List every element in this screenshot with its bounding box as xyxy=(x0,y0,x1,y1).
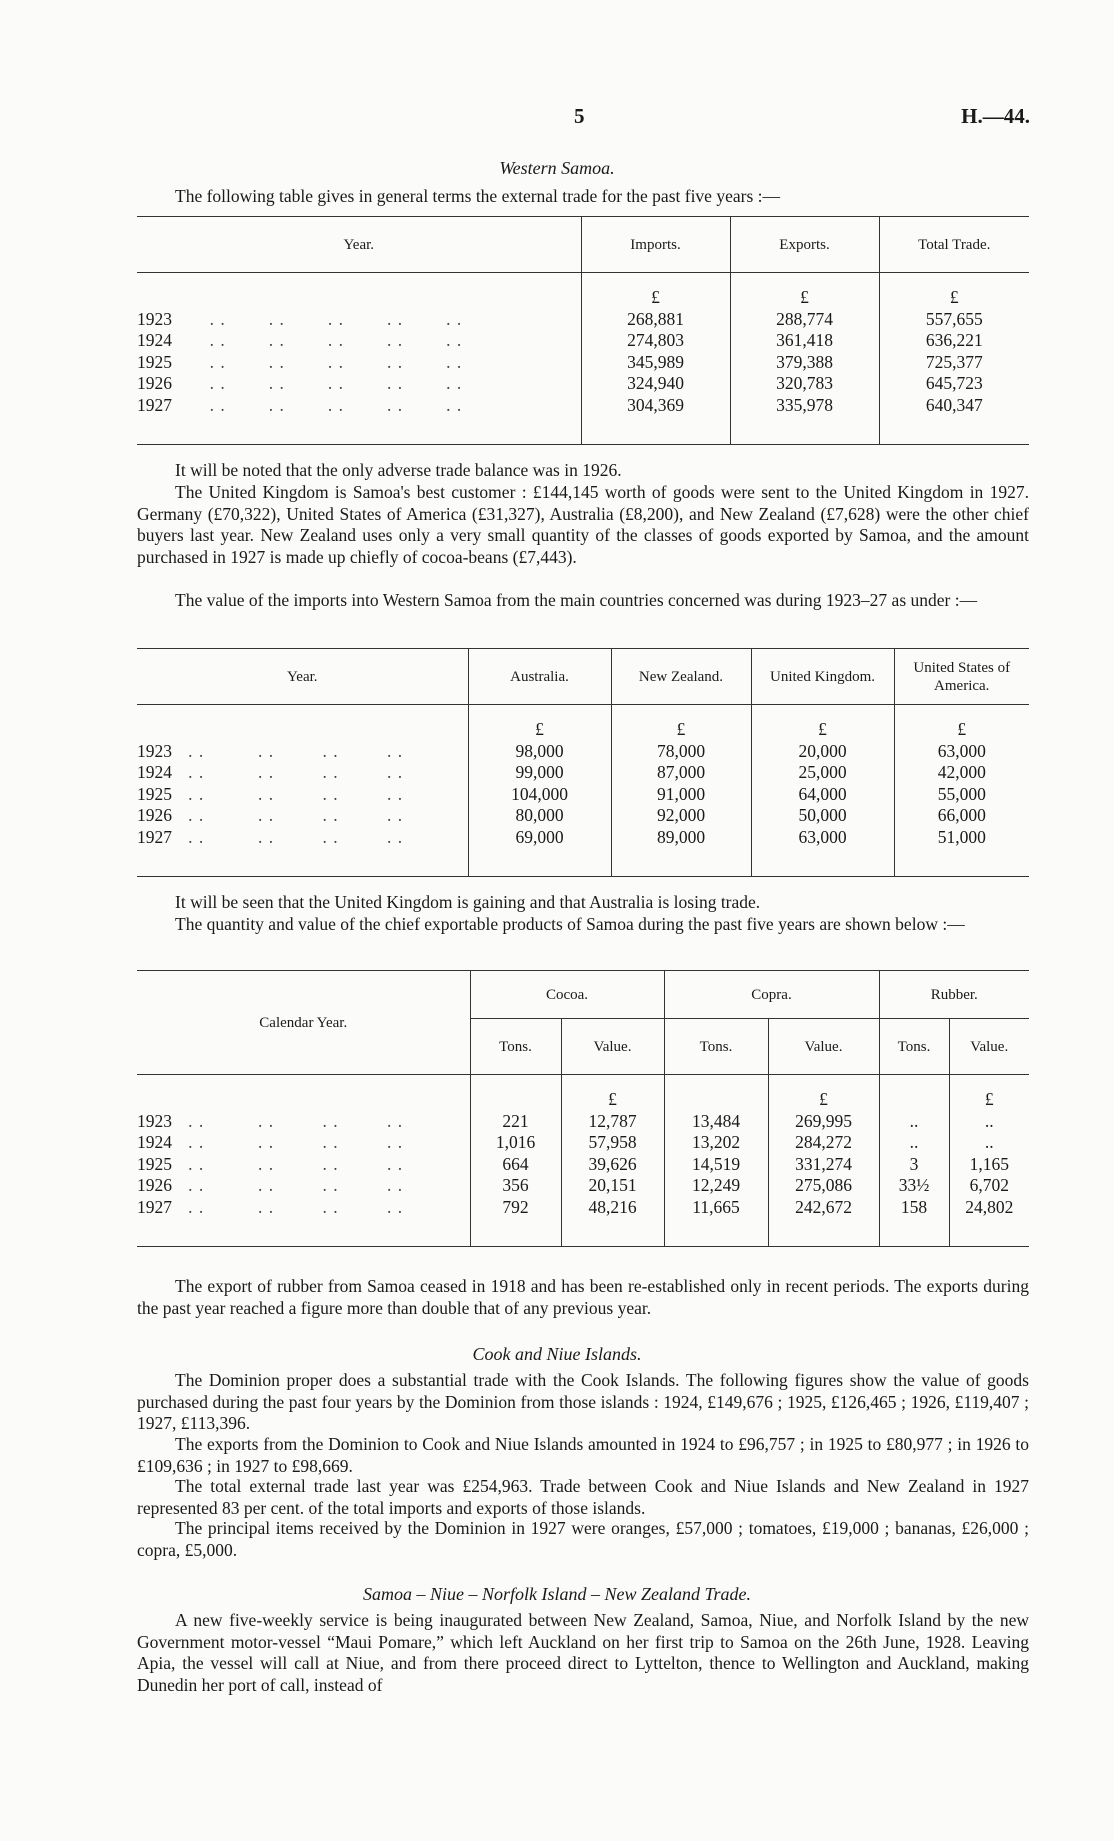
table-row xyxy=(137,762,1029,784)
section-heading-cook-niue: Cook and Niue Islands. xyxy=(472,1344,642,1364)
australia-cell: 104,000 xyxy=(468,784,611,806)
year-cell: 1924 xyxy=(137,330,172,350)
cocoa-tons-cell: 792 xyxy=(470,1197,561,1219)
exports-cell: 379,388 xyxy=(730,352,879,374)
copra-value-cell: 269,995 xyxy=(768,1111,879,1133)
leader-dots: . . . . . . . . . . xyxy=(172,373,463,393)
col-header-calendar-year: Calendar Year. xyxy=(137,971,470,1075)
paragraph-cook-principal-items: The principal items received by the Dominion in 1927 were oranges, £57,000 ; tomatoes, £19,000 ; bananas, £26,000 ; copra, £5,000. xyxy=(137,1518,1029,1560)
rubber-tons-cell: 3 xyxy=(879,1154,949,1176)
table-row xyxy=(137,741,1029,763)
table-row xyxy=(137,1111,1029,1133)
united-kingdom-cell: 25,000 xyxy=(751,762,894,784)
col-header-year: Year. xyxy=(343,236,375,253)
unit-label: £ xyxy=(730,273,879,309)
unit-label: £ xyxy=(894,705,1029,741)
new-zealand-cell: 92,000 xyxy=(611,805,751,827)
united-states-cell: 51,000 xyxy=(894,827,1029,849)
united-states-cell: 63,000 xyxy=(894,741,1029,763)
rubber-tons-cell: .. xyxy=(879,1111,949,1133)
year-cell: 1923 xyxy=(137,1110,172,1131)
imports-cell: 274,803 xyxy=(581,330,730,352)
paragraph-best-customer: The United Kingdom is Samoa's best customer : £144,145 worth of goods were sent to the United Kingdom in 1927. Germany (£70,322), United States of America (£31,327), Australia (£8,200), and New Zealand (£7,628) were the other chief buyers last year. New Zealand uses only a very small quantity of the classes of goods exported by Samoa, and the amount purchased in 1927 is made up chiefly of cocoa-beans (£7,443). xyxy=(137,482,1029,567)
rubber-tons-cell: 158 xyxy=(879,1197,949,1219)
leader-dots: . . . . . . . . . . xyxy=(172,330,463,350)
year-cell: 1925 xyxy=(137,1153,172,1174)
unit-label: £ xyxy=(879,273,1029,309)
cocoa-tons-cell: 1,016 xyxy=(470,1132,561,1154)
rubber-value-cell: 1,165 xyxy=(949,1154,1029,1176)
year-cell: 1923 xyxy=(137,740,172,761)
group-header-copra: Copra. xyxy=(664,971,879,1019)
paragraph-five-weekly-service: A new five-weekly service is being inaugurated between New Zealand, Samoa, Niue, and Norfolk Island by the new Government motor-vessel “Maui Pomare,” which left Auckland on her first trip to Samoa on the 26th June, 1928. Leaving Apia, the vessel will call at Niue, and from there proceed direct to Lyttelton, thence to Wellington and Auckland, making Dunedin her port of call, instead of xyxy=(137,1610,1029,1695)
exports-cell: 320,783 xyxy=(730,373,879,395)
australia-cell: 69,000 xyxy=(468,827,611,849)
leader-dots: . . . . . . . . xyxy=(172,805,404,825)
leader-dots: . . . . . . . . xyxy=(172,1175,404,1195)
exports-cell: 288,774 xyxy=(730,309,879,331)
rubber-value-cell: 6,702 xyxy=(949,1175,1029,1197)
group-header-cocoa: Cocoa. xyxy=(470,971,664,1019)
unit-label: £ xyxy=(751,705,894,741)
unit-label: £ xyxy=(768,1075,879,1111)
year-cell: 1927 xyxy=(137,1196,172,1217)
col-header-united-kingdom: United Kingdom. xyxy=(751,649,894,705)
table-row xyxy=(137,373,1029,395)
table-row xyxy=(137,1175,1029,1197)
cocoa-value-cell: 39,626 xyxy=(561,1154,664,1176)
copra-tons-cell: 14,519 xyxy=(664,1154,768,1176)
table-row xyxy=(137,784,1029,806)
united-states-cell: 66,000 xyxy=(894,805,1029,827)
cocoa-value-cell: 20,151 xyxy=(561,1175,664,1197)
table-row xyxy=(137,827,1029,849)
table-row xyxy=(137,805,1029,827)
united-kingdom-cell: 63,000 xyxy=(751,827,894,849)
table-row xyxy=(137,395,1029,417)
year-cell: 1927 xyxy=(137,394,172,415)
copra-tons-cell: 13,484 xyxy=(664,1111,768,1133)
table-row xyxy=(137,309,1029,331)
unit-label: £ xyxy=(561,1075,664,1111)
exportable-products-table xyxy=(137,970,1029,1247)
copra-value-cell: 275,086 xyxy=(768,1175,879,1197)
paragraph-cook-exports: The exports from the Dominion to Cook and Niue Islands amounted in 1924 to £96,757 ; in 1925 to £80,977 ; in 1926 to £109,636 ; in 1927 to £98,669. xyxy=(137,1434,1029,1476)
year-cell: 1925 xyxy=(137,351,172,372)
rubber-value-cell: .. xyxy=(949,1111,1029,1133)
table-row xyxy=(137,330,1029,352)
paragraph-adverse-balance: It will be noted that the only adverse trade balance was in 1926. xyxy=(175,460,622,480)
col-header-imports: Imports. xyxy=(581,217,730,273)
leader-dots: . . . . . . . . xyxy=(172,826,404,847)
united-states-cell: 55,000 xyxy=(894,784,1029,806)
table-row xyxy=(137,1154,1029,1176)
subheader-rubber-tons: Tons. xyxy=(879,1019,949,1075)
year-cell: 1926 xyxy=(137,805,172,825)
australia-cell: 99,000 xyxy=(468,762,611,784)
subheader-cocoa-tons: Tons. xyxy=(470,1019,561,1075)
imports-cell: 304,369 xyxy=(581,395,730,417)
total-cell: 640,347 xyxy=(879,395,1029,417)
year-cell: 1926 xyxy=(137,1175,172,1195)
new-zealand-cell: 87,000 xyxy=(611,762,751,784)
leader-dots: . . . . . . . . xyxy=(172,783,404,804)
paragraph-products-intro: The quantity and value of the chief exportable products of Samoa during the past five years are shown below :— xyxy=(175,914,965,934)
new-zealand-cell: 78,000 xyxy=(611,741,751,763)
page-number: 5 xyxy=(574,104,585,128)
document-reference: H.—44. xyxy=(961,104,1030,128)
rubber-tons-cell: .. xyxy=(879,1132,949,1154)
section-heading-samoa-niue-norfolk: Samoa – Niue – Norfolk Island – New Zealand Trade. xyxy=(362,1584,751,1604)
cocoa-value-cell: 57,958 xyxy=(561,1132,664,1154)
total-cell: 645,723 xyxy=(879,373,1029,395)
year-cell: 1926 xyxy=(137,373,172,393)
group-header-rubber: Rubber. xyxy=(879,971,1029,1019)
cocoa-value-cell: 12,787 xyxy=(561,1111,664,1133)
rubber-value-cell: 24,802 xyxy=(949,1197,1029,1219)
united-kingdom-cell: 20,000 xyxy=(751,741,894,763)
paragraph-uk-gaining: It will be seen that the United Kingdom is gaining and that Australia is losing trade. xyxy=(175,892,761,912)
rubber-value-cell: .. xyxy=(949,1132,1029,1154)
united-states-cell: 42,000 xyxy=(894,762,1029,784)
unit-label: £ xyxy=(949,1075,1029,1111)
col-header-exports: Exports. xyxy=(730,217,879,273)
subheader-rubber-value: Value. xyxy=(949,1019,1029,1075)
leader-dots: . . . . . . . . . . xyxy=(172,394,463,415)
total-cell: 725,377 xyxy=(879,352,1029,374)
australia-cell: 80,000 xyxy=(468,805,611,827)
unit-label: £ xyxy=(468,705,611,741)
table-row xyxy=(137,352,1029,374)
leader-dots: . . . . . . . . xyxy=(172,1196,404,1217)
leader-dots: . . . . . . . . . . xyxy=(172,308,463,329)
total-cell: 557,655 xyxy=(879,309,1029,331)
leader-dots: . . . . . . . . xyxy=(172,1110,404,1131)
col-header-new-zealand: New Zealand. xyxy=(611,649,751,705)
leader-dots: . . . . . . . . xyxy=(172,740,404,761)
copra-tons-cell: 11,665 xyxy=(664,1197,768,1219)
year-cell: 1923 xyxy=(137,308,172,329)
subheader-copra-tons: Tons. xyxy=(664,1019,768,1075)
united-kingdom-cell: 50,000 xyxy=(751,805,894,827)
section-heading-western-samoa: Western Samoa. xyxy=(499,158,615,178)
rubber-tons-cell: 33½ xyxy=(879,1175,949,1197)
col-header-total-trade: Total Trade. xyxy=(879,217,1029,273)
imports-cell: 345,989 xyxy=(581,352,730,374)
imports-cell: 324,940 xyxy=(581,373,730,395)
cocoa-tons-cell: 356 xyxy=(470,1175,561,1197)
united-kingdom-cell: 64,000 xyxy=(751,784,894,806)
unit-label: £ xyxy=(611,705,751,741)
year-cell: 1924 xyxy=(137,762,172,782)
imports-by-country-table xyxy=(137,648,1029,877)
year-cell: 1925 xyxy=(137,783,172,804)
year-cell: 1927 xyxy=(137,826,172,847)
external-trade-table xyxy=(137,216,1029,445)
cocoa-tons-cell: 221 xyxy=(470,1111,561,1133)
copra-tons-cell: 13,202 xyxy=(664,1132,768,1154)
subheader-copra-value: Value. xyxy=(768,1019,879,1075)
imports-cell: 268,881 xyxy=(581,309,730,331)
paragraph-imports-intro: The value of the imports into Western Samoa from the main countries concerned was during 1923–27 as under :— xyxy=(175,590,978,610)
year-cell: 1924 xyxy=(137,1132,172,1152)
subheader-cocoa-value: Value. xyxy=(561,1019,664,1075)
paragraph-cook-total-trade: The total external trade last year was £254,963. Trade between Cook and Niue Islands and New Zealand in 1927 represented 83 per cent. of the total imports and exports of those islands. xyxy=(137,1476,1029,1518)
exports-cell: 335,978 xyxy=(730,395,879,417)
col-header-australia: Australia. xyxy=(468,649,611,705)
col-header-united-states: United States of America. xyxy=(894,649,1029,705)
cocoa-value-cell: 48,216 xyxy=(561,1197,664,1219)
cocoa-tons-cell: 664 xyxy=(470,1154,561,1176)
new-zealand-cell: 91,000 xyxy=(611,784,751,806)
total-cell: 636,221 xyxy=(879,330,1029,352)
unit-label: £ xyxy=(581,273,730,309)
paragraph-cook-purchases: The Dominion proper does a substantial trade with the Cook Islands. The following figures show the value of goods purchased during the past four years by the Dominion from those islands : 1924, £149,676 ; 1925, £126,465 ; 1926, £119,407 ; 1927, £113,396. xyxy=(137,1370,1029,1433)
table-row xyxy=(137,1132,1029,1154)
copra-value-cell: 242,672 xyxy=(768,1197,879,1219)
copra-tons-cell: 12,249 xyxy=(664,1175,768,1197)
exports-cell: 361,418 xyxy=(730,330,879,352)
col-header-year: Year. xyxy=(286,668,318,685)
paragraph-rubber-exports: The export of rubber from Samoa ceased in 1918 and has been re-established only in recent periods. The exports during the past year reached a figure more than double that of any previous year. xyxy=(137,1276,1029,1318)
australia-cell: 98,000 xyxy=(468,741,611,763)
leader-dots: . . . . . . . . xyxy=(172,1132,404,1152)
leader-dots: . . . . . . . . xyxy=(172,1153,404,1174)
copra-value-cell: 284,272 xyxy=(768,1132,879,1154)
leader-dots: . . . . . . . . xyxy=(172,762,404,782)
copra-value-cell: 331,274 xyxy=(768,1154,879,1176)
leader-dots: . . . . . . . . . . xyxy=(172,351,463,372)
new-zealand-cell: 89,000 xyxy=(611,827,751,849)
table-row xyxy=(137,1197,1029,1219)
samoa-intro: The following table gives in general terms the external trade for the past five years :— xyxy=(175,186,780,206)
